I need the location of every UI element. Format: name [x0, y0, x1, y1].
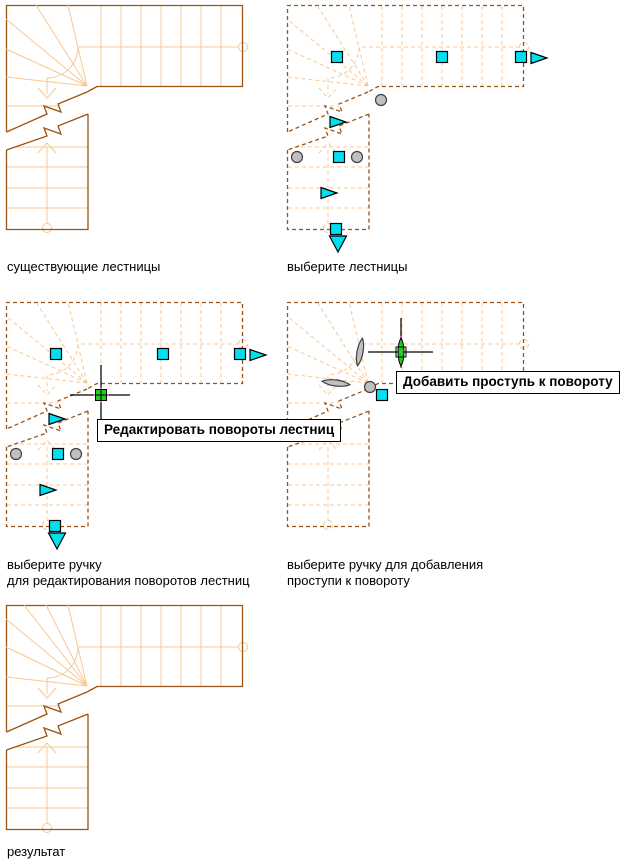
stair-grip-turn-circle[interactable]: [292, 152, 303, 163]
stair-grip-turn-circle[interactable]: [71, 449, 82, 460]
caption-add-tread: выберите ручку для добавления проступи к повороту: [287, 557, 484, 588]
stair-grip-square[interactable]: [53, 449, 64, 460]
stair-grip-arrow-down[interactable]: [330, 236, 347, 252]
stair-grip-turn-circle[interactable]: [352, 152, 363, 163]
tooltip-edit-turns: Редактировать повороты лестниц: [97, 419, 341, 442]
stair-grip-arrow-right[interactable]: [250, 350, 266, 361]
stair-plan-selected: [287, 5, 555, 257]
stair-plan-result: [6, 605, 256, 841]
turn-tread-grip-leaf[interactable]: [355, 338, 366, 367]
stair-grip-turn-circle[interactable]: [365, 382, 376, 393]
selected-tread-grip[interactable]: [368, 318, 433, 368]
stair-grip-square[interactable]: [50, 521, 61, 532]
stair-grip-arrow-right[interactable]: [531, 53, 547, 64]
stair-grip-arrow-right[interactable]: [49, 414, 65, 425]
stair-grip-square[interactable]: [331, 224, 342, 235]
stair-grip-arrow-down[interactable]: [49, 533, 66, 549]
turn-tread-grip-leaf[interactable]: [322, 378, 351, 387]
stair-grip-arrow-right[interactable]: [321, 188, 337, 199]
caption-select-stairs: выберите лестницы: [287, 259, 408, 274]
stair-grip-arrow-right[interactable]: [40, 485, 56, 496]
stair-grip-square[interactable]: [158, 349, 169, 360]
stair-grip-square[interactable]: [235, 349, 246, 360]
stair-grip-square[interactable]: [377, 390, 388, 401]
stair-plan-existing: [6, 5, 256, 241]
caption-edit-turns: выберите ручку для редактирования поворотов лестниц: [7, 557, 250, 588]
caption-result: результат: [7, 844, 66, 859]
stair-grip-turn-circle[interactable]: [11, 449, 22, 460]
stair-grip-square[interactable]: [51, 349, 62, 360]
stair-grip-arrow-right[interactable]: [330, 117, 346, 128]
tooltip-add-tread: Добавить проступь к повороту: [396, 371, 620, 394]
stair-grip-square[interactable]: [332, 52, 343, 63]
stair-grip-square[interactable]: [334, 152, 345, 163]
stair-grip-square[interactable]: [437, 52, 448, 63]
stair-grip-turn-circle[interactable]: [376, 95, 387, 106]
caption-existing-stairs: существующие лестницы: [7, 259, 161, 274]
stair-grip-square[interactable]: [516, 52, 527, 63]
